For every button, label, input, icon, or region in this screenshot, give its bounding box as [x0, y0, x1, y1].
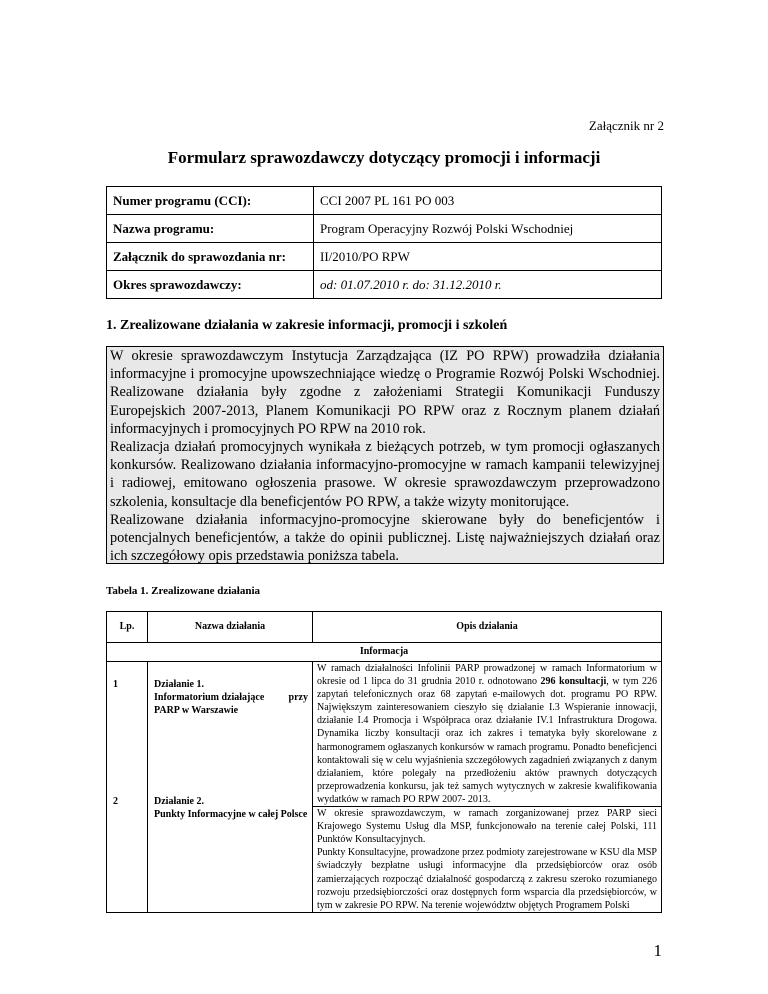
row-number: 2 [113, 796, 118, 808]
section-heading: 1. Zrealizowane działania w zakresie informacji, promocji i szkoleń [106, 318, 508, 333]
actions-table [106, 611, 662, 913]
info-label: Załącznik do sprawozdania nr: [107, 243, 314, 271]
row-number-cell [107, 662, 148, 913]
action-name-cell [148, 662, 313, 913]
header-desc: Opis działania [313, 612, 662, 643]
summary-paragraph: W okresie sprawozdawczym Instytucja Zarządzająca (IZ PO RPW) prowadziła działania informacyjne i promocyjne upowszechniające wiedzę o Programie Rozwój Polski Wschodniej. Realizowane działania były zgodne z założeniami Strategii Komunikacji Funduszy Europejskich 2007-2013, Planem Komunikacji PO RPW oraz z Rocznym planem działań informacyjnych i promocyjnych PO RPW na 2010 rok. [110, 348, 660, 437]
action-title: Działanie 2. [154, 796, 204, 808]
table-caption: Tabela 1. Zrealizowane działania [106, 585, 261, 597]
summary-paragraph: Realizacja działań promocyjnych wynikała z bieżących potrzeb, w tym promocji ogłaszanych konkursów. Realizowano działania informacyjno-promocyjne w ramach kampanii telewizyjnej i radiowej, emitowano ogłoszenia prasowe. W okresie sprawozdawczym przeprowadzono szkolenia, konsultacje dla beneficjentów PO RPW, a także wizyty monitorujące. [110, 439, 660, 510]
info-label: Numer programu (CCI): [107, 187, 314, 215]
document-title: Formularz sprawozdawczy dotyczący promocji i informacji [167, 148, 601, 167]
action-title: Działanie 1. [154, 679, 204, 690]
desc-text: , w tym 226 zapytań telefonicznych oraz 68 zapytań e-mailowych dot. programu PO RPW. Największym zainteresowaniem cieszyło się działanie I.3 Wspieranie innowacji, działanie I.4 Promocja i Współpraca oraz działanie IV.1 Infrastruktura Drogowa. Dynamika liczby konsultacji oraz ich zakres i tematyka były skorelowane z harmonogramem ogłaszanych konkursów w ramach programu. Ponadto beneficjenci kontaktowali się w celu wyjaśnienia szczegółowych zagadnień związanych z danym działaniem, które polegały na przedłożeniu aktów prawnych dotyczących przeprowadzenia konkursu, jak też samych wytycznych w zakresie kwalifikowania wydatków w ramach PO RPW 2007- 2013. [317, 676, 658, 805]
info-row [107, 215, 662, 243]
info-label: Nazwa programu: [107, 215, 314, 243]
action-name-right: przy [288, 692, 308, 704]
table-header-row [107, 612, 662, 643]
info-row [107, 187, 662, 215]
row-number: 1 [113, 679, 118, 690]
action-description [313, 807, 662, 913]
page-number: 1 [653, 941, 662, 960]
summary-paragraph: Realizowane działania informacyjno-promocyjne skierowane były do beneficjentów i potencjalnych beneficjentów, a także do opinii publicznej. Listę najważniejszych działań oraz ich szczegółowy opis przedstawia poniższa tabela. [110, 511, 660, 565]
desc-text: Punkty Konsultacyjne, prowadzone przez podmioty zarejestrowane w KSU dla MSP świadczyły bezpłatne usługi informacyjne dla przedsiębiorców oraz osób zamierzających rozpocząć działalność gospodarczą z zakresu szeroko rozumianego rozwoju przedsiębiorczości oraz dostępnych form wsparcia dla przedsiębiorców, w tym w zakresie PO RPW. Na terenie województw objętych Programem Polski [317, 847, 657, 911]
info-row [107, 243, 662, 271]
annex-label: Załącznik nr 2 [588, 118, 664, 133]
header-lp: Lp. [107, 612, 148, 643]
info-value: CCI 2007 PL 161 PO 003 [314, 187, 662, 215]
program-info-table [106, 186, 662, 299]
desc-bold: 296 konsultacji [540, 676, 607, 688]
reporting-period-value: od: 01.07.2010 r. do: 31.12.2010 r. [320, 276, 502, 292]
table-band-row [107, 643, 662, 662]
band-label: Informacja [107, 643, 662, 662]
action-description [313, 662, 662, 807]
desc-text: W okresie sprawozdawczym, w ramach zorganizowanej przez PARP sieci Krajowego Systemu Usług dla MSP, funkcjonowało na terenie całej Polski, 111 Punktów Konsultacyjnych. [317, 808, 657, 846]
info-row [107, 271, 662, 299]
desc-text: W ramach działalności Infolinii PARP prowadzonej w ramach Informatorium w okresie od 1 lipca do 31 grudnia 2010 r. odnotowano [317, 663, 657, 688]
info-label: Okres sprawozdawczy: [107, 271, 314, 299]
action-name-left: Informatorium działające [154, 692, 265, 704]
action-name [154, 691, 308, 704]
info-value: Program Operacyjny Rozwój Polski Wschodniej [314, 215, 662, 243]
info-value: II/2010/PO RPW [314, 243, 662, 271]
table-row [107, 662, 662, 807]
info-value [314, 271, 662, 299]
summary-box [106, 346, 664, 564]
action-name-line: PARP w Warszawie [154, 705, 239, 717]
action-name-line: Punkty Informacyjne w całej Polsce [154, 809, 308, 821]
header-name: Nazwa działania [148, 612, 313, 643]
